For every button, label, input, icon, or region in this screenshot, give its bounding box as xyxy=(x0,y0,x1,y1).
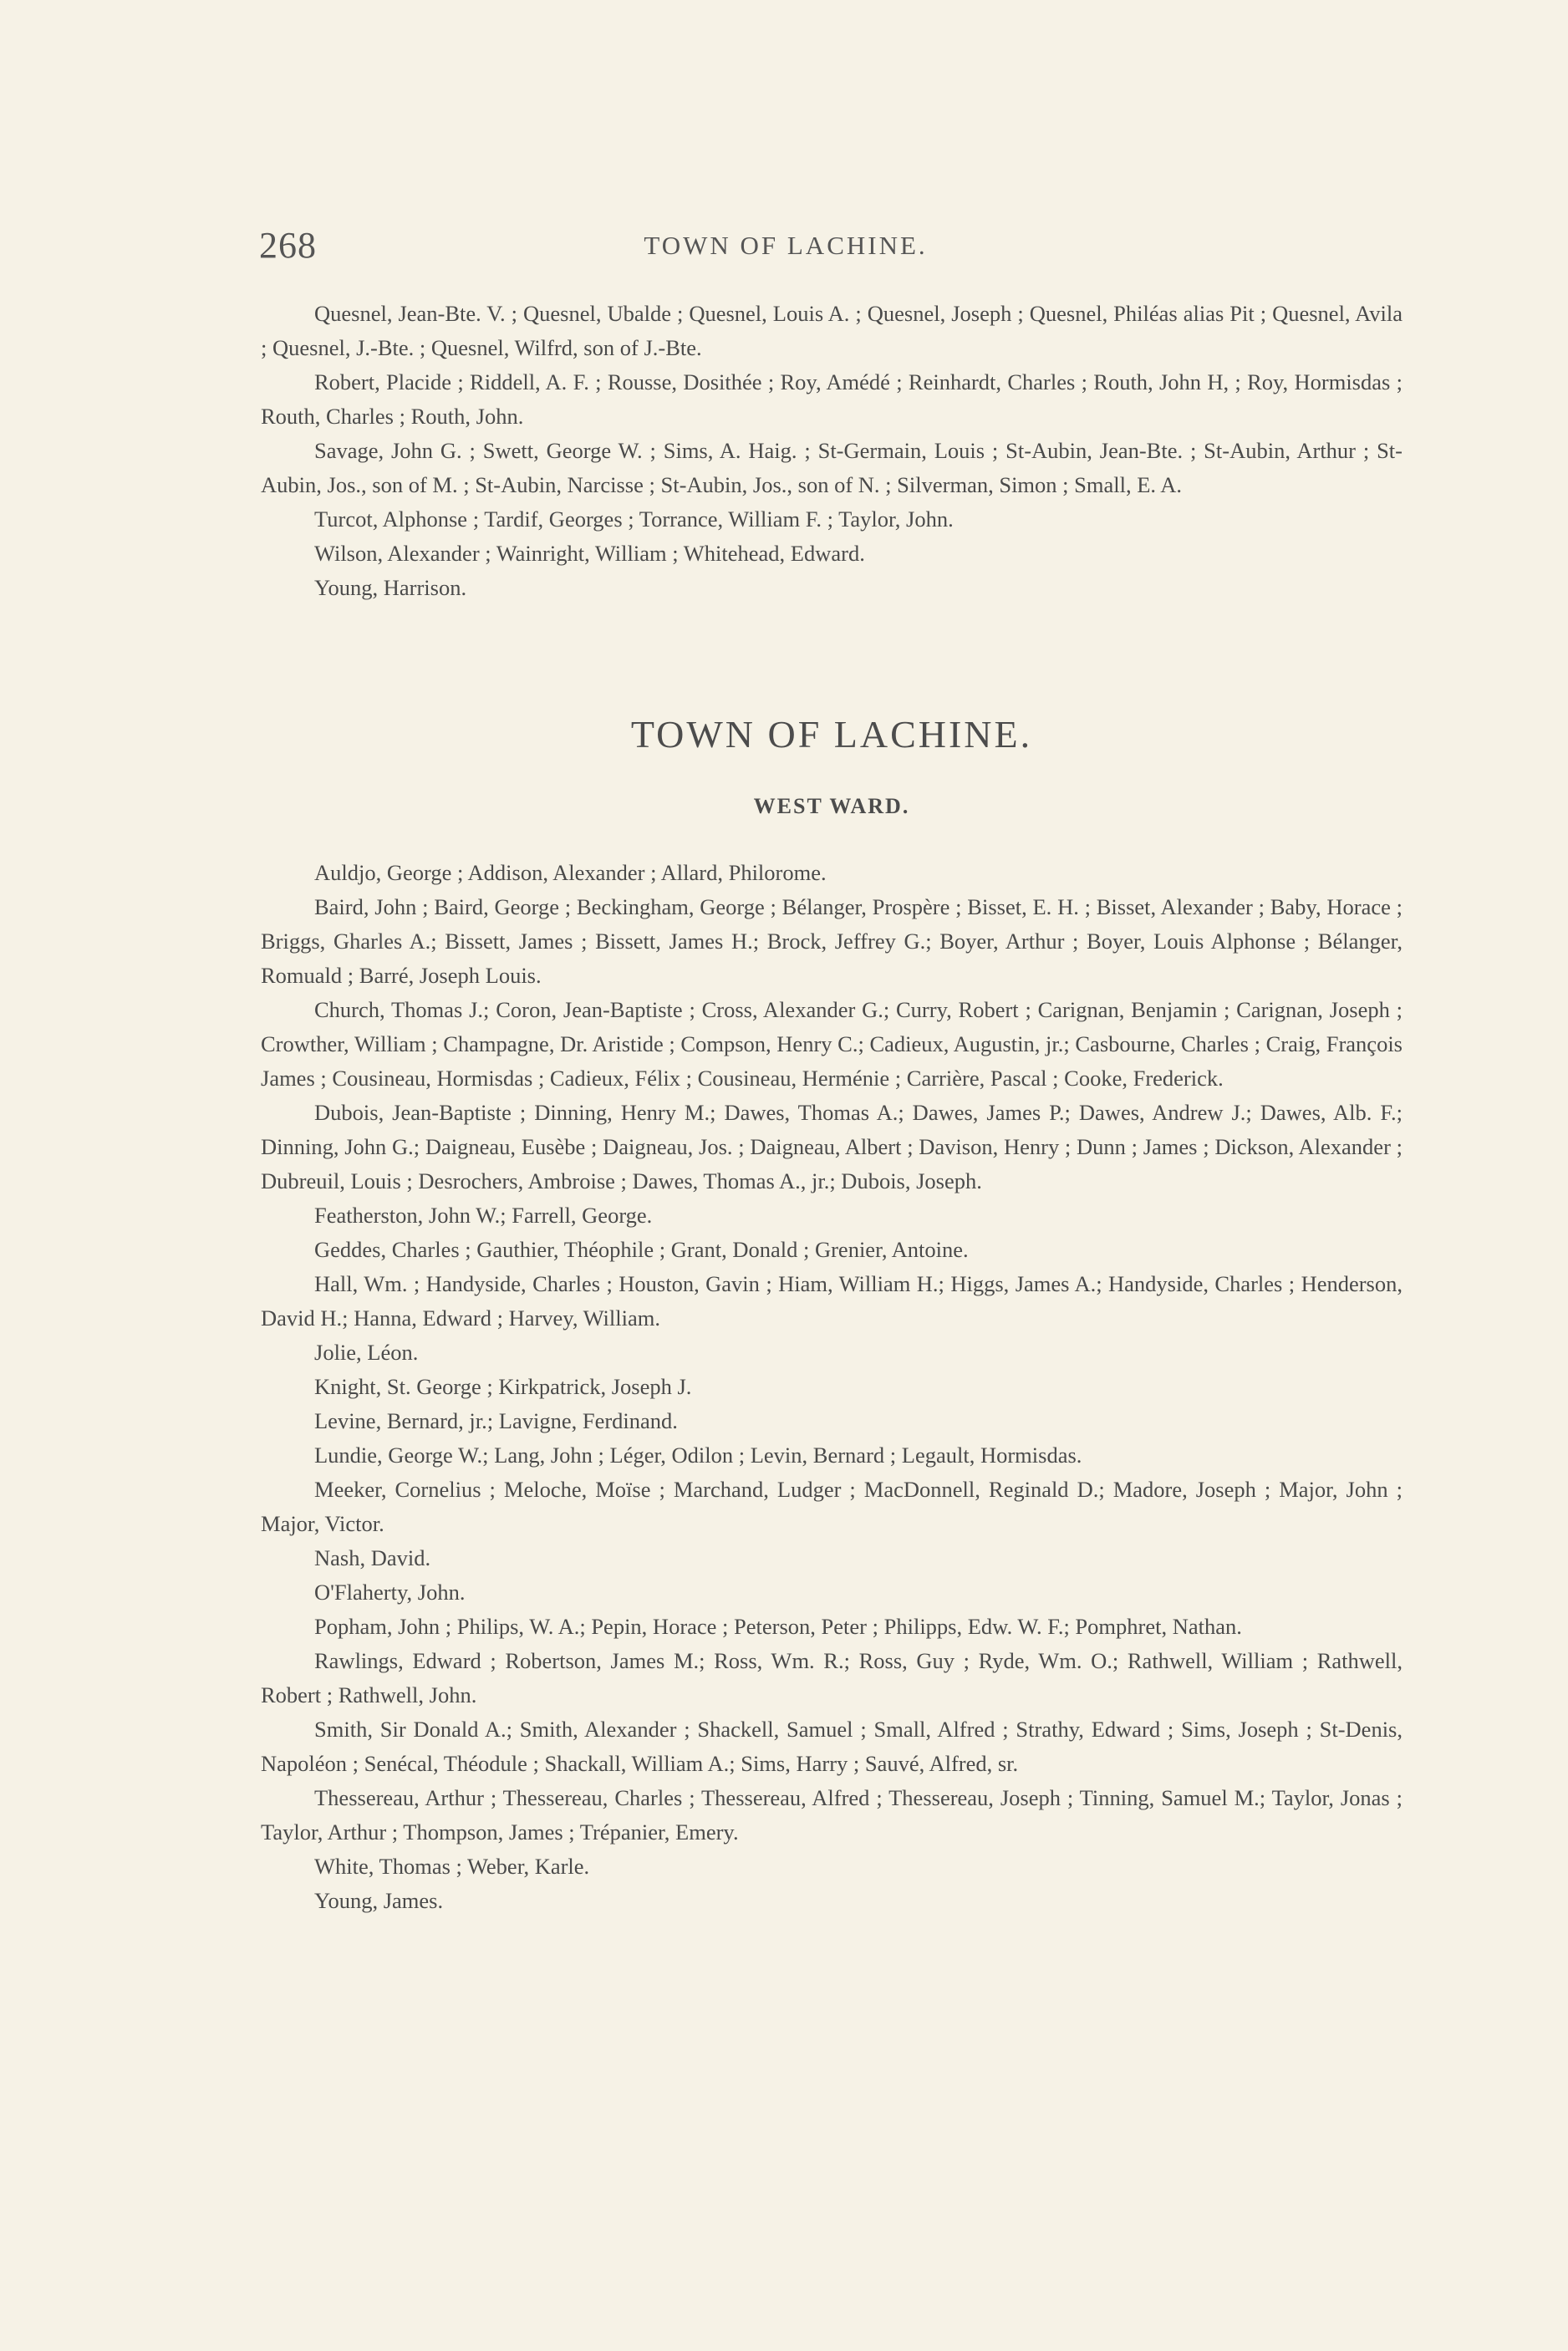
list-paragraph: Featherston, John W.; Farrell, George. xyxy=(314,1203,653,1228)
list-paragraph: Geddes, Charles ; Gauthier, Théophile ; Grant, Donald ; Grenier, Antoine. xyxy=(314,1237,969,1262)
list-paragraph: Smith, Sir Donald A.; Smith, Alexander ; Shackell, Samuel ; Small, Alfred ; Strathy, Edward ; Sims, Joseph ; St-Denis, Napoléon ; Senécal, Théodule ; Shackall, William A.; Sims, Harry ; Sauvé, Alfred, sr. xyxy=(261,1717,1403,1776)
list-paragraph: Auldjo, George ; Addison, Alexander ; Allard, Philorome. xyxy=(314,860,827,885)
list-paragraph: Church, Thomas J.; Coron, Jean-Baptiste ; Cross, Alexander G.; Curry, Robert ; Carignan, Benjamin ; Carignan, Joseph ; Crowther, William ; Champagne, Dr. Aristide ; Compson, Henry C.; Cadieux, Augustin, jr.; Casbourne, Charles ; Craig, François James ; Cousineau, Hormisdas ; Cadieux, Félix ; Cousineau, Herménie ; Carrière, Pascal ; Cooke, Frederick. xyxy=(261,997,1403,1091)
list-paragraph: Young, James. xyxy=(314,1888,444,1913)
section-title: TOWN OF LACHINE. xyxy=(630,713,1033,756)
list-paragraph: O'Flaherty, John. xyxy=(314,1580,466,1605)
list-paragraph: Young, Harrison. xyxy=(314,575,467,600)
west-ward-name-list xyxy=(261,856,1403,1918)
list-paragraph: Meeker, Cornelius ; Meloche, Moïse ; Marchand, Ludger ; MacDonnell, Reginald D.; Madore, Joseph ; Major, John ; Major, Victor. xyxy=(261,1477,1403,1536)
list-paragraph: Savage, John G. ; Swett, George W. ; Sims, A. Haig. ; St-Germain, Louis ; St-Aubin, Jean-Bte. ; St-Aubin, Arthur ; St-Aubin, Jos., son of M. ; St-Aubin, Narcisse ; St-Aubin, Jos., son of N. ; Silverman, Simon ; Small, E. A. xyxy=(261,438,1403,497)
list-paragraph: Quesnel, Jean-Bte. V. ; Quesnel, Ubalde ; Quesnel, Louis A. ; Quesnel, Joseph ; Quesnel, Philéas alias Pit ; Quesnel, Avila ; Quesnel, J.-Bte. ; Quesnel, Wilfrd, son of J.-Bte. xyxy=(261,301,1403,360)
list-paragraph: Lundie, George W.; Lang, John ; Léger, Odilon ; Levin, Bernard ; Legault, Hormisdas. xyxy=(314,1443,1082,1468)
list-paragraph: Turcot, Alphonse ; Tardif, Georges ; Torrance, William F. ; Taylor, John. xyxy=(314,506,954,532)
list-paragraph: Levine, Bernard, jr.; Lavigne, Ferdinand. xyxy=(314,1408,678,1433)
list-paragraph: Nash, David. xyxy=(314,1545,431,1570)
list-paragraph: Thessereau, Arthur ; Thessereau, Charles ; Thessereau, Alfred ; Thessereau, Joseph ; Tinning, Samuel M.; Taylor, Jonas ; Taylor, Arthur ; Thompson, James ; Trépanier, Emery. xyxy=(261,1785,1403,1845)
running-head xyxy=(259,224,1404,274)
list-paragraph: Knight, St. George ; Kirkpatrick, Joseph J. xyxy=(314,1374,692,1399)
list-paragraph: Dubois, Jean-Baptiste ; Dinning, Henry M.; Dawes, Thomas A.; Dawes, James P.; Dawes, Andrew J.; Dawes, Alb. F.; Dinning, John G.; Daigneau, Eusèbe ; Daigneau, Jos. ; Daigneau, Albert ; Davison, Henry ; Dunn ; James ; Dickson, Alexander ; Dubreuil, Louis ; Desrochers, Ambroise ; Dawes, Thomas A., jr.; Dubois, Joseph. xyxy=(261,1100,1403,1193)
list-paragraph: Robert, Placide ; Riddell, A. F. ; Rousse, Dosithée ; Roy, Amédé ; Reinhardt, Charles ; Routh, John H, ; Roy, Hormisdas ; Routh, Charles ; Routh, John. xyxy=(261,369,1403,429)
list-paragraph: Hall, Wm. ; Handyside, Charles ; Houston, Gavin ; Hiam, William H.; Higgs, James A.; Handyside, Charles ; Henderson, David H.; Hanna, Edward ; Harvey, William. xyxy=(261,1271,1403,1331)
list-paragraph: Baird, John ; Baird, George ; Beckingham, George ; Bélanger, Prospère ; Bisset, E. H. ; Bisset, Alexander ; Baby, Horace ; Briggs, Gharles A.; Bissett, James ; Bissett, James H.; Brock, Jeffrey G.; Boyer, Arthur ; Boyer, Louis Alphonse ; Bélanger, Romuald ; Barré, Joseph Louis. xyxy=(261,894,1403,988)
list-paragraph: White, Thomas ; Weber, Karle. xyxy=(314,1854,590,1879)
list-paragraph: Jolie, Léon. xyxy=(314,1340,419,1365)
top-name-list xyxy=(261,297,1403,605)
list-paragraph: Rawlings, Edward ; Robertson, James M.; Ross, Wm. R.; Ross, Guy ; Ryde, Wm. O.; Rathwell, William ; Rathwell, Robert ; Rathwell, John. xyxy=(261,1648,1403,1707)
list-paragraph: Popham, John ; Philips, W. A.; Pepin, Horace ; Peterson, Peter ; Philipps, Edw. W. F.; Pomphret, Nathan. xyxy=(314,1614,1242,1639)
section-subtitle: WEST WARD. xyxy=(753,794,910,818)
list-paragraph: Wilson, Alexander ; Wainright, William ; Whitehead, Edward. xyxy=(314,541,865,566)
running-title: TOWN OF LACHINE. xyxy=(644,231,928,260)
page-number: 268 xyxy=(259,225,317,266)
